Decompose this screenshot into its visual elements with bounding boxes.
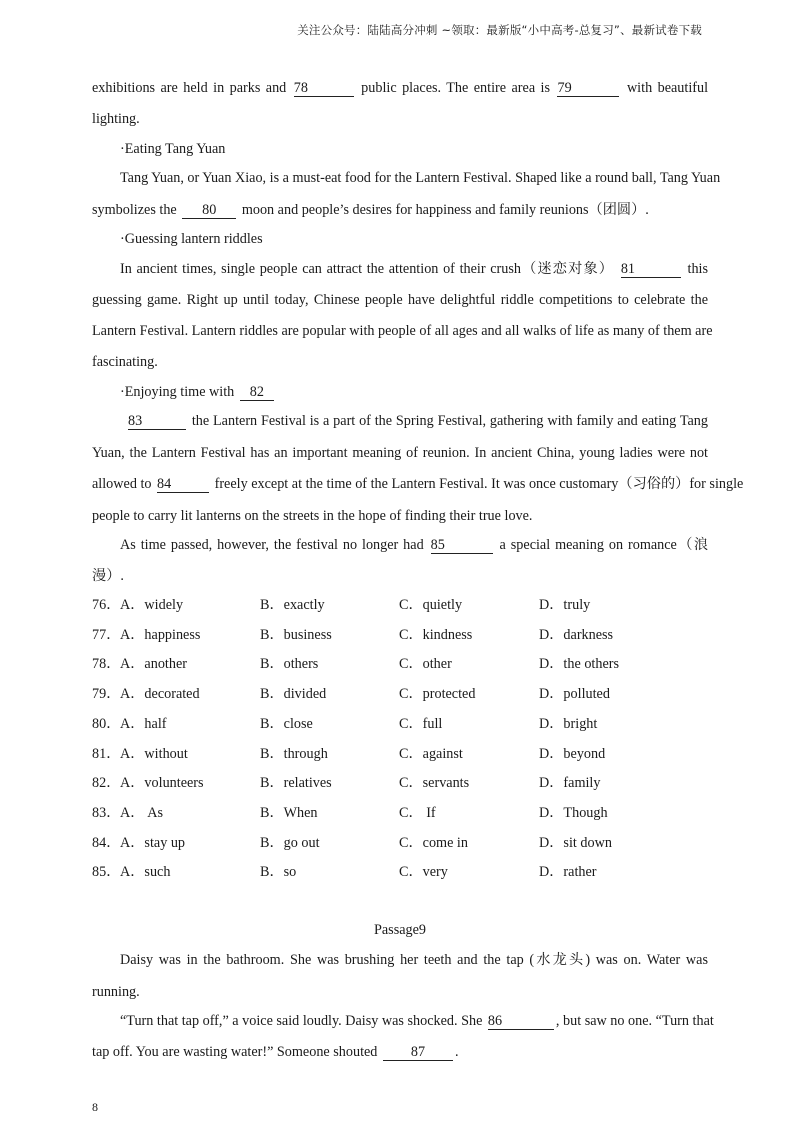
option-a: A．volunteers — [120, 775, 204, 792]
passage-line: In ancient times, single people can attract the attention of their crush（迷恋对象） 81 this — [120, 261, 709, 277]
option-b: B．others — [260, 656, 319, 673]
blank-86: 86 — [488, 1014, 554, 1030]
question-number: 85． — [92, 864, 121, 881]
passage-line: lighting. — [92, 111, 140, 127]
option-b: B．close — [260, 715, 313, 732]
option-b: B．exactly — [260, 597, 325, 613]
option-d: D．polluted — [539, 686, 610, 703]
option-d: D．family — [539, 775, 601, 792]
option-a: A．happiness — [120, 626, 201, 643]
option-row — [92, 685, 712, 703]
option-d: D．sit down — [539, 834, 612, 851]
passage-line: symbolizes the 80 moon and people’s desires for happiness and family reunions（团圆）. — [92, 202, 649, 218]
question-number: 76． — [92, 597, 121, 613]
option-c: C．quietly — [399, 597, 463, 613]
option-c: C．other — [399, 656, 452, 673]
section-heading-enjoying: ·Enjoying time with 82 — [120, 383, 736, 401]
option-b: B．go out — [260, 834, 320, 851]
option-row — [92, 804, 712, 822]
option-c: C．servants — [399, 775, 470, 792]
option-b: B．through — [260, 745, 328, 762]
blank-78: 78 — [294, 81, 354, 97]
blank-79: 79 — [557, 81, 619, 97]
option-b: B．divided — [260, 686, 327, 703]
option-c: C．come in — [399, 834, 468, 851]
blank-85: 85 — [431, 538, 493, 554]
passage-line: running. — [92, 984, 140, 1000]
option-b: B．When — [260, 804, 318, 821]
option-row — [92, 774, 712, 792]
section-heading-riddles: ·Guessing lantern riddles — [120, 231, 263, 247]
passage-line: allowed to 84 freely except at the time of the Lantern Festival. It was once customary（习俗的）for single — [92, 476, 744, 492]
option-c: C．protected — [399, 686, 476, 703]
option-d: D．Though — [539, 804, 608, 821]
option-d: D．the others — [539, 656, 619, 673]
question-number: 82． — [92, 775, 121, 792]
passage-line: fascinating. — [92, 354, 158, 370]
option-a: A．decorated — [120, 686, 200, 703]
option-row — [92, 655, 712, 673]
option-a: A． As — [120, 804, 163, 821]
option-a: A．half — [120, 715, 167, 732]
passage-line: “Turn that tap off,” a voice said loudly. Daisy was shocked. She 86 , but saw no one. “Turn that — [120, 1013, 714, 1029]
question-number: 81． — [92, 745, 121, 762]
blank-81: 81 — [621, 262, 681, 278]
option-a: A．widely — [120, 597, 184, 613]
passage-line: 83 the Lantern Festival is a part of the Spring Festival, gathering with family and eating Tang — [128, 413, 708, 429]
passage-line: 漫）. — [92, 568, 124, 584]
page-header: 关注公众号：陆陆高分冲刺 ~领取：最新版“小中高考-总复习”、最新试卷下载 — [297, 23, 702, 37]
page-number: 8 — [92, 1100, 98, 1114]
option-c: C．very — [399, 864, 448, 881]
blank-82: 82 — [240, 385, 274, 401]
option-b: B．so — [260, 864, 297, 881]
option-row — [92, 745, 712, 763]
passage-line: people to carry lit lanterns on the streets in the hope of finding their true love. — [92, 508, 533, 524]
blank-87: 87 — [383, 1045, 453, 1061]
question-number: 79． — [92, 686, 121, 703]
blank-83: 83 — [128, 414, 186, 430]
option-row — [92, 834, 712, 852]
question-number: 84． — [92, 834, 121, 851]
option-a: A．without — [120, 745, 188, 762]
option-b: B．business — [260, 626, 332, 643]
passage-line: guessing game. Right up until today, Chinese people have delightful riddle competitions to celebrate the — [92, 292, 708, 308]
option-b: B．relatives — [260, 775, 332, 792]
passage-title: Passage9 — [373, 922, 426, 938]
question-number: 80． — [92, 715, 121, 732]
option-c: C．against — [399, 745, 463, 762]
passage-line: Tang Yuan, or Yuan Xiao, is a must-eat food for the Lantern Festival. Shaped like a round ball, Tang Yuan — [120, 170, 721, 186]
option-d: D．beyond — [539, 745, 606, 762]
option-a: A．stay up — [120, 834, 186, 851]
passage-line: Yuan, the Lantern Festival has an important meaning of reunion. In ancient China, young ladies were not — [92, 445, 708, 461]
question-number: 78． — [92, 656, 121, 673]
option-d: D．rather — [539, 864, 597, 881]
option-c: C．full — [399, 715, 443, 732]
blank-80: 80 — [182, 203, 236, 219]
option-d: D．bright — [539, 715, 598, 732]
option-row — [92, 715, 712, 733]
question-number: 83． — [92, 804, 121, 821]
option-row — [92, 596, 712, 614]
passage-line: Lantern Festival. Lantern riddles are popular with people of all ages and all walks of life as many of them are — [92, 323, 713, 339]
passage-line: exhibitions are held in parks and 78 public places. The entire area is 79 with beautiful — [92, 80, 709, 96]
blank-84: 84 — [157, 477, 209, 493]
passage-line: tap off. You are wasting water!” Someone shouted 87 . — [92, 1044, 459, 1060]
option-c: C．kindness — [399, 626, 473, 643]
question-number: 77． — [92, 626, 121, 643]
option-a: A．such — [120, 864, 171, 881]
option-d: D．darkness — [539, 626, 614, 643]
section-heading-tang-yuan: ·Eating Tang Yuan — [120, 141, 226, 157]
option-row — [92, 863, 712, 881]
passage-line: As time passed, however, the festival no longer had 85 a special meaning on romance（浪 — [120, 537, 709, 553]
passage-line: Daisy was in the bathroom. She was brushing her teeth and the tap (水龙头) was on. Water was — [120, 952, 708, 968]
option-a: A．another — [120, 656, 187, 673]
option-d: D．truly — [539, 597, 591, 613]
option-row — [92, 626, 712, 644]
option-c: C． If — [399, 804, 436, 821]
